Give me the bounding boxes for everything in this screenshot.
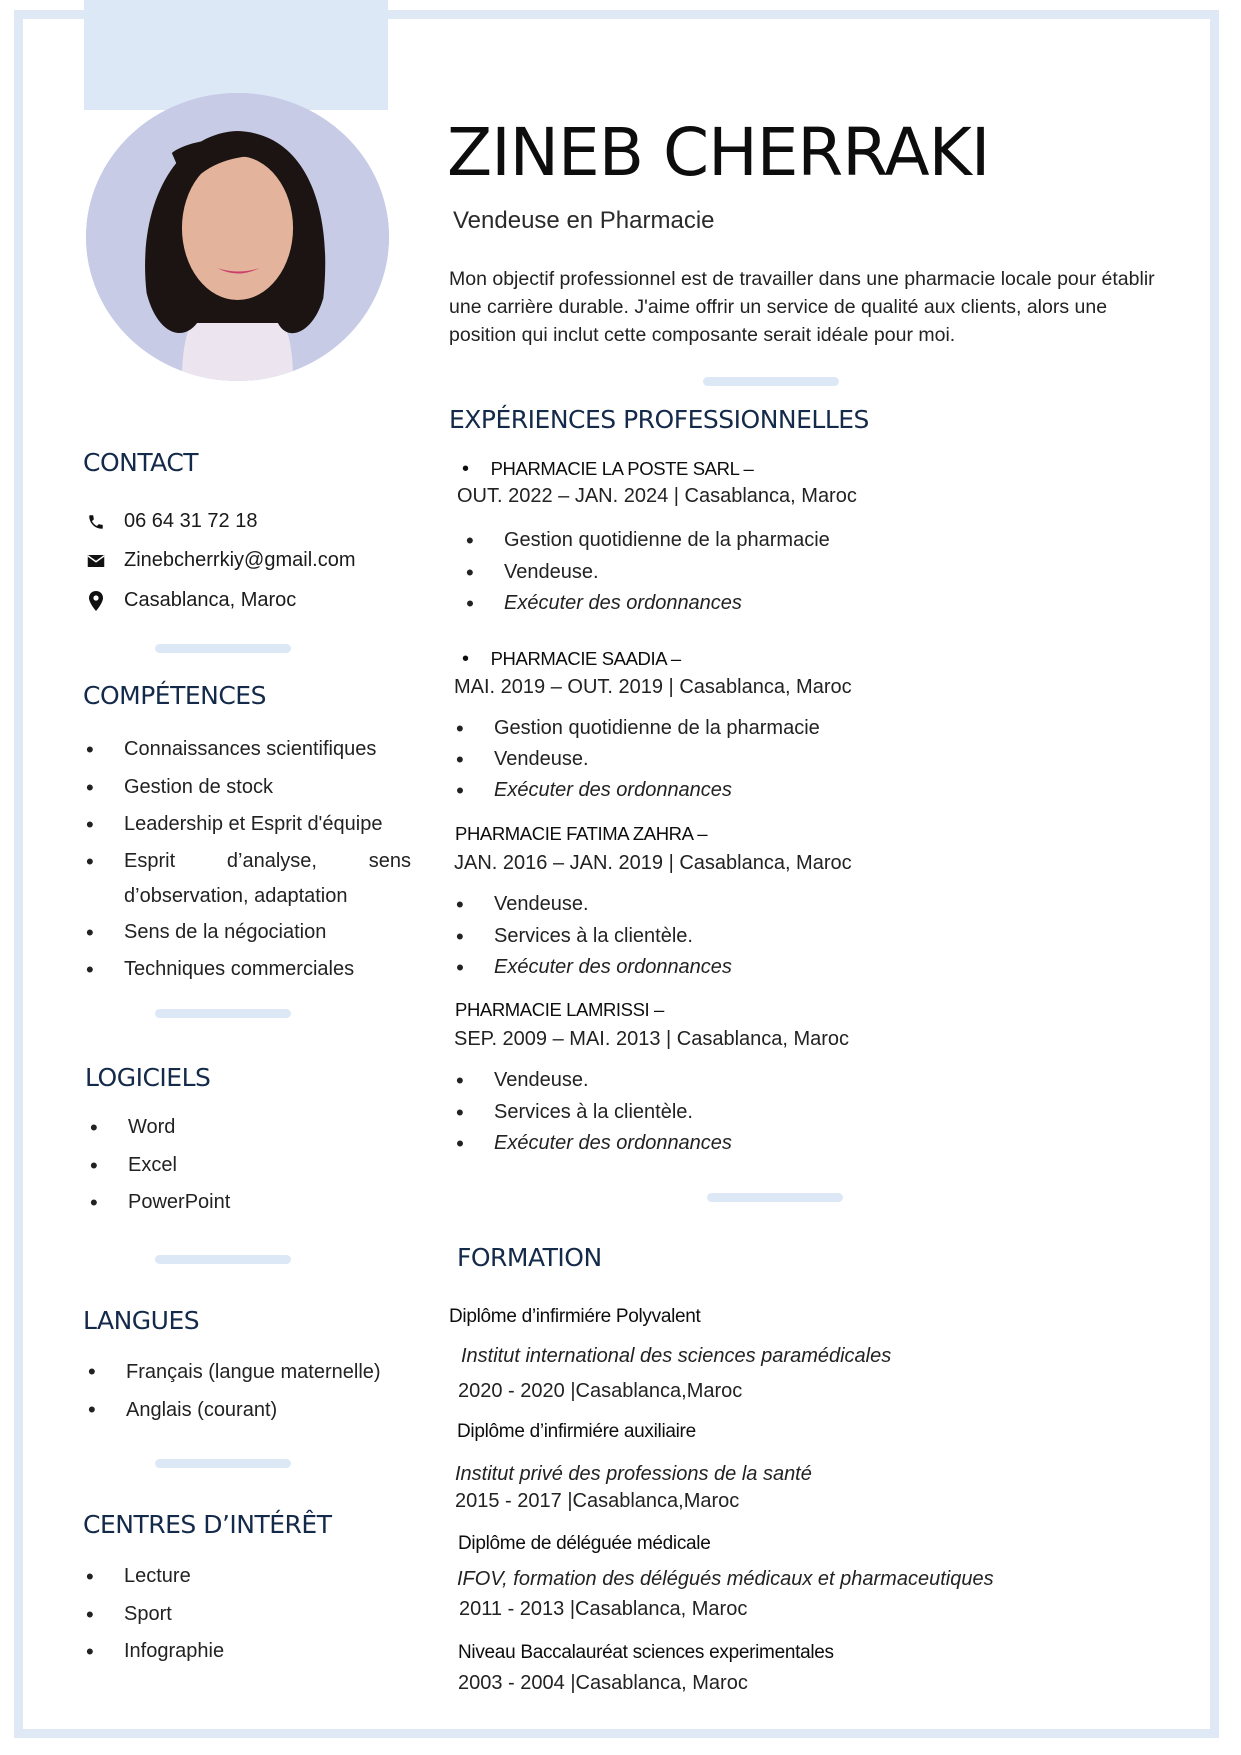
list-item: • Esprit d’analyse, sens d’observation, adaptation [86,844,411,914]
job-company: • PHARMACIE LA POSTE SARL – [462,458,754,480]
job-dates: MAI. 2019 – OUT. 2019 | Casablanca, Maroc [454,676,852,698]
job-dates: OUT. 2022 – JAN. 2024 | Casablanca, Maroc [457,485,857,507]
degree-school: Institut international des sciences paramédicales [461,1345,892,1367]
objective-text: Mon objectif professionnel est de travailler dans une pharmacie locale pour établir une carrière durable. J'aime offrir un service de qualité aux clients, alors une position qui inclut cette composante serait idéale pour moi. [449,268,1155,346]
profile-photo [86,93,389,381]
list-item: • Vendeuse. [456,744,976,775]
software-list [90,1109,390,1222]
skills-list [86,731,411,989]
experience-heading: EXPÉRIENCES PROFESSIONNELLES [449,405,869,434]
list-item: • Français (langue maternelle) [88,1353,408,1391]
list-item: • Exécuter des ordonnances [456,1128,976,1160]
skills-heading: COMPÉTENCES [83,681,266,710]
software-heading: LOGICIELS [85,1063,211,1092]
degree-title: Niveau Baccalauréat sciences experimentales [458,1642,834,1663]
list-item: • Sens de la négociation [86,914,411,952]
interests-heading: CENTRES D’INTÉRÊT [83,1510,332,1539]
job-tasks [456,713,976,806]
job-company: PHARMACIE LAMRISSI – [455,999,664,1020]
degree-dates: 2020 - 2020 |Casablanca,Maroc [458,1380,743,1402]
degree-school: IFOV, formation des délégués médicaux et pharmaceutiques [457,1568,994,1590]
email-icon [86,551,106,571]
languages-list [88,1353,408,1429]
list-item: • Leadership et Esprit d'équipe [86,806,411,844]
phone-icon [86,512,106,532]
email-address: Zinebcherrkiy@gmail.com [124,549,356,571]
list-item: • Techniques commerciales [86,951,411,989]
list-item: • Connaissances scientifiques [86,731,411,769]
list-item: • Exécuter des ordonnances [466,588,986,620]
languages-heading: LANGUES [83,1306,200,1335]
list-item: • PowerPoint [90,1184,390,1222]
job-tasks [466,525,986,620]
list-item: • Sport [86,1596,386,1634]
education-heading: FORMATION [457,1243,602,1272]
list-item: • Exécuter des ordonnances [456,952,976,984]
contact-location [86,589,296,612]
candidate-name: ZINEB CHERRAKI [447,114,990,191]
section-divider [707,1193,843,1202]
degree-title: Diplôme d’infirmiére auxiliaire [457,1421,696,1442]
section-divider [155,1459,291,1468]
contact-phone [86,510,257,533]
location-text: Casablanca, Maroc [124,589,297,611]
degree-dates: 2011 - 2013 |Casablanca, Maroc [459,1598,748,1620]
list-item: • Gestion quotidienne de la pharmacie [466,525,986,557]
section-divider [155,644,291,653]
degree-dates: 2003 - 2004 |Casablanca, Maroc [458,1672,748,1694]
list-item: • Excel [90,1147,390,1185]
list-item: • Vendeuse. [456,1065,976,1097]
list-item: • Vendeuse. [466,557,986,589]
job-company: • PHARMACIE SAADIA – [462,648,681,670]
degree-title: Diplôme de déléguée médicale [458,1533,711,1554]
location-pin-icon [86,591,106,611]
list-item: • Vendeuse. [456,889,976,921]
job-dates: JAN. 2016 – JAN. 2019 | Casablanca, Maroc [454,852,852,874]
section-divider [155,1255,291,1264]
list-item: • Lecture [86,1558,386,1596]
interests-list [86,1558,386,1671]
degree-dates: 2015 - 2017 |Casablanca,Maroc [455,1490,740,1512]
degree-title: Diplôme d’infirmiére Polyvalent [449,1306,701,1327]
section-divider [155,1009,291,1018]
contact-heading: CONTACT [83,448,199,477]
list-item: • Services à la clientèle. [456,921,976,953]
section-divider [703,377,839,386]
list-item: • Services à la clientèle. [456,1097,976,1129]
contact-email [86,549,355,572]
job-tasks [456,1065,976,1160]
job-title: Vendeuse en Pharmacie [453,207,715,234]
list-item: • Word [90,1109,390,1147]
job-tasks [456,889,976,984]
list-item: • Gestion de stock [86,769,411,807]
list-item: • Infographie [86,1633,386,1671]
degree-school: Institut privé des professions de la santé [455,1463,812,1485]
job-company: PHARMACIE FATIMA ZAHRA – [455,823,708,844]
phone-number: 06 64 31 72 18 [124,510,258,532]
list-item: • Gestion quotidienne de la pharmacie [456,713,976,744]
list-item: • Exécuter des ordonnances [456,775,976,806]
job-dates: SEP. 2009 – MAI. 2013 | Casablanca, Maroc [454,1028,850,1050]
list-item: • Anglais (courant) [88,1391,408,1429]
